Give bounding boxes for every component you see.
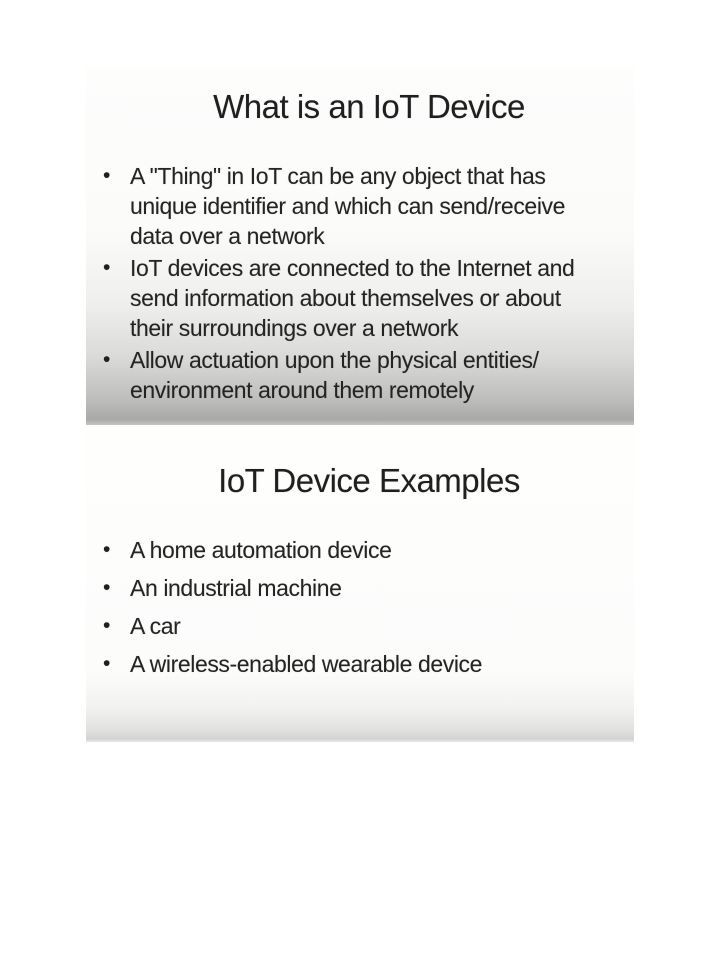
bullet-line: A home automation device bbox=[130, 537, 392, 563]
slide-iot-device-examples bbox=[86, 425, 634, 742]
bullet-item bbox=[86, 345, 634, 405]
bullet-dot-icon: • bbox=[103, 256, 110, 279]
bullet-line: unique identifier and which can send/receive bbox=[130, 193, 566, 219]
bullet-dot-icon: • bbox=[103, 348, 110, 371]
bullet-line: Allow actuation upon the physical entities/ bbox=[130, 347, 539, 373]
bullet-line: A car bbox=[130, 613, 181, 639]
bullet-line: A "Thing" in IoT can be any object that has bbox=[130, 163, 546, 189]
slide-what-is-an-iot-device bbox=[86, 68, 634, 425]
bullet-dot-icon: • bbox=[103, 652, 110, 675]
bullet-item bbox=[86, 535, 634, 565]
bullet-item bbox=[86, 649, 634, 679]
bullet-line: IoT devices are connected to the Internet and bbox=[130, 255, 575, 281]
bullet-dot-icon: • bbox=[103, 576, 110, 599]
slide-title: IoT Device Examples bbox=[218, 462, 520, 499]
bullet-line: An industrial machine bbox=[130, 575, 342, 601]
bullet-list bbox=[86, 535, 634, 687]
bullet-list bbox=[86, 161, 634, 407]
bullet-dot-icon: • bbox=[103, 614, 110, 637]
bullet-line: send information about themselves or about bbox=[130, 285, 561, 311]
bullet-line: data over a network bbox=[130, 223, 325, 249]
bullet-item bbox=[86, 253, 634, 343]
bullet-dot-icon: • bbox=[103, 164, 110, 187]
bullet-line: environment around them remotely bbox=[130, 377, 474, 403]
bullet-line: A wireless-enabled wearable device bbox=[130, 651, 483, 677]
bullet-item bbox=[86, 611, 634, 641]
bullet-item bbox=[86, 573, 634, 603]
slide-title: What is an IoT Device bbox=[213, 88, 525, 125]
bullet-dot-icon: • bbox=[103, 538, 110, 561]
bullet-item bbox=[86, 161, 634, 251]
bullet-line: their surroundings over a network bbox=[130, 315, 459, 341]
